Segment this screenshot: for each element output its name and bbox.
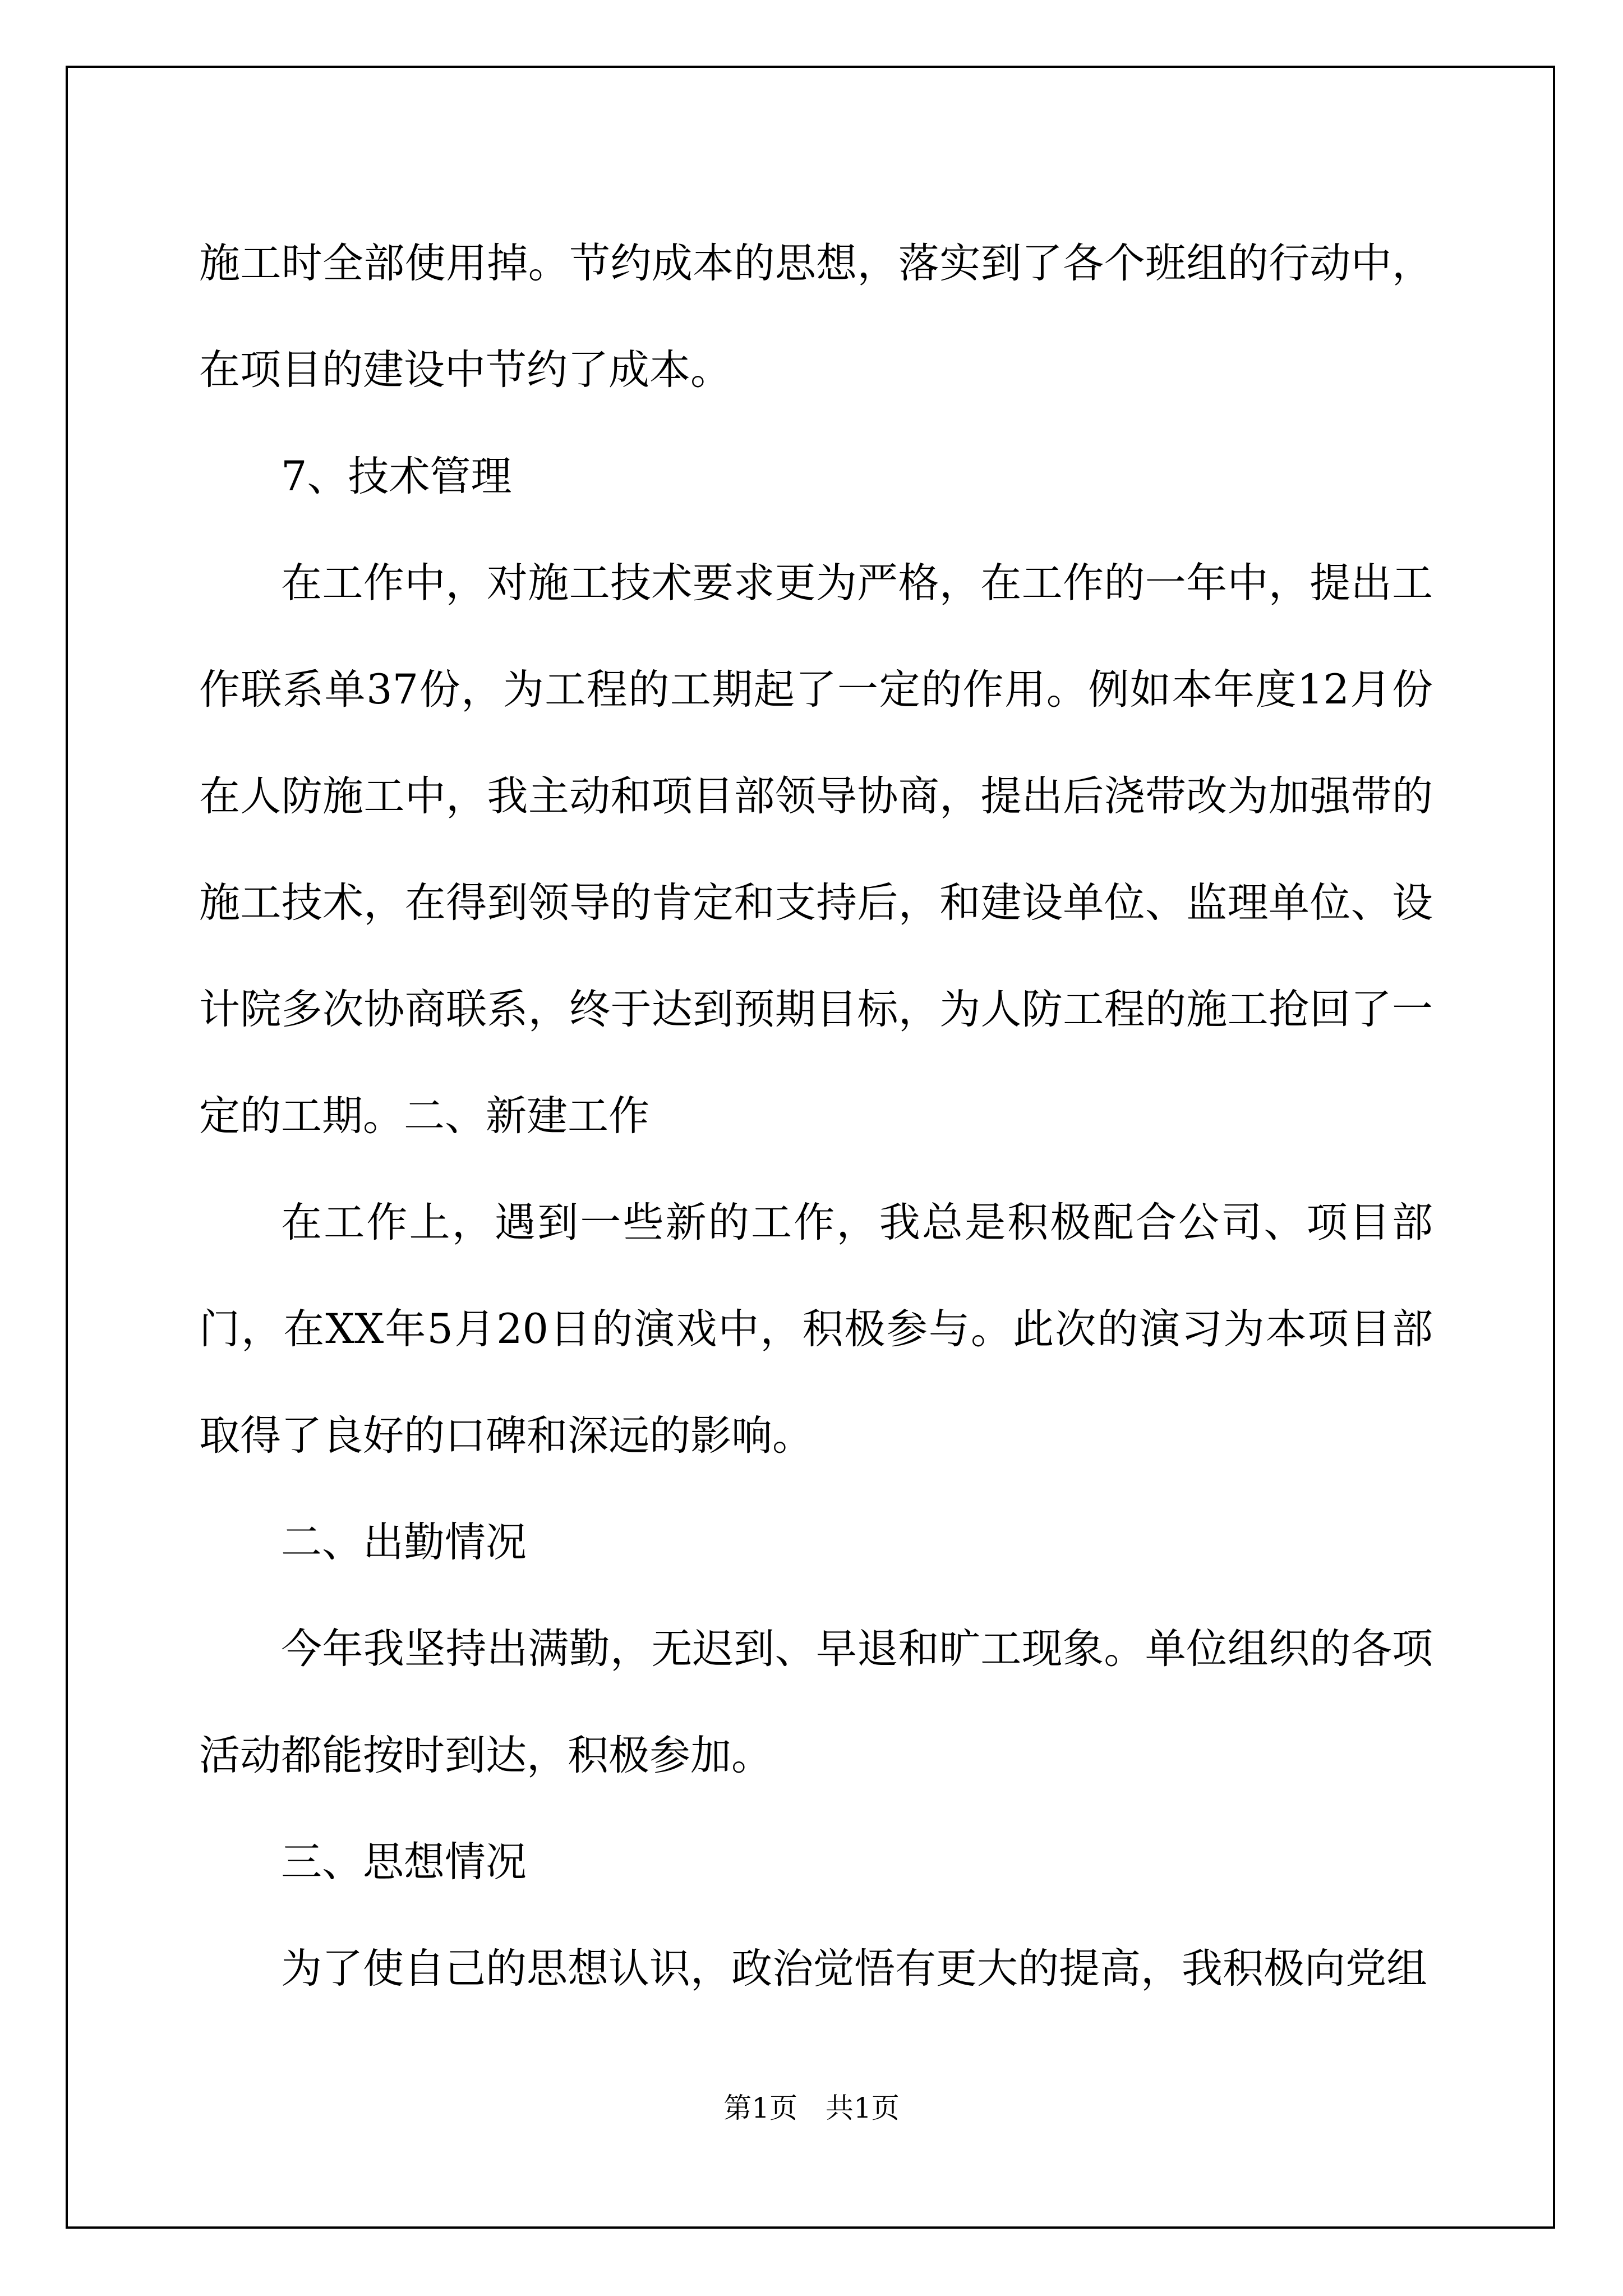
paragraph-cost: 施工时全部使用掉。节约成本的思想，落实到了各个班组的行动中，在项目的建设中节约了成本。: [199, 240, 1433, 394]
paragraph-attendance: 今年我坚持出满勤，无迟到、早退和旷工现象。单位组织的各项活动都能按时到达，积极参加。: [199, 1625, 1433, 1779]
page-footer: [0, 2086, 1623, 2126]
heading-thought: 三、思想情况: [281, 1838, 527, 1886]
heading-tech-management: 7、技术管理: [281, 453, 512, 500]
page-total: 共1页: [826, 2092, 900, 2124]
paragraph-thought: 为了使自己的思想认识，政治觉悟有更大的提高，我积极向党组: [281, 1945, 1427, 1993]
heading-attendance: 二、出勤情况: [281, 1519, 527, 1566]
document-body: [199, 210, 1433, 2022]
paragraph-new-work: 在工作上，遇到一些新的工作，我总是积极配合公司、项目部门，在XX年5月20日的演戏中，积极参与。此次的演习为本项目部取得了良好的口碑和深远的影响。: [199, 1199, 1433, 1460]
paragraph-tech: 在工作中，对施工技术要求更为严格，在工作的一年中，提出工作联系单37份，为工程的工期起了一定的作用。例如本年度12月份在人防施工中，我主动和项目部领导协商，提出后浇带改为加强带的施工技术，在得到领导的肯定和支持后，和建设单位、监理单位、设计院多次协商联系，终于达到预期目标，为人防工程的施工抢回了一定的工期。二、新建工作: [199, 559, 1433, 1140]
page-number: 第1页: [723, 2092, 797, 2124]
